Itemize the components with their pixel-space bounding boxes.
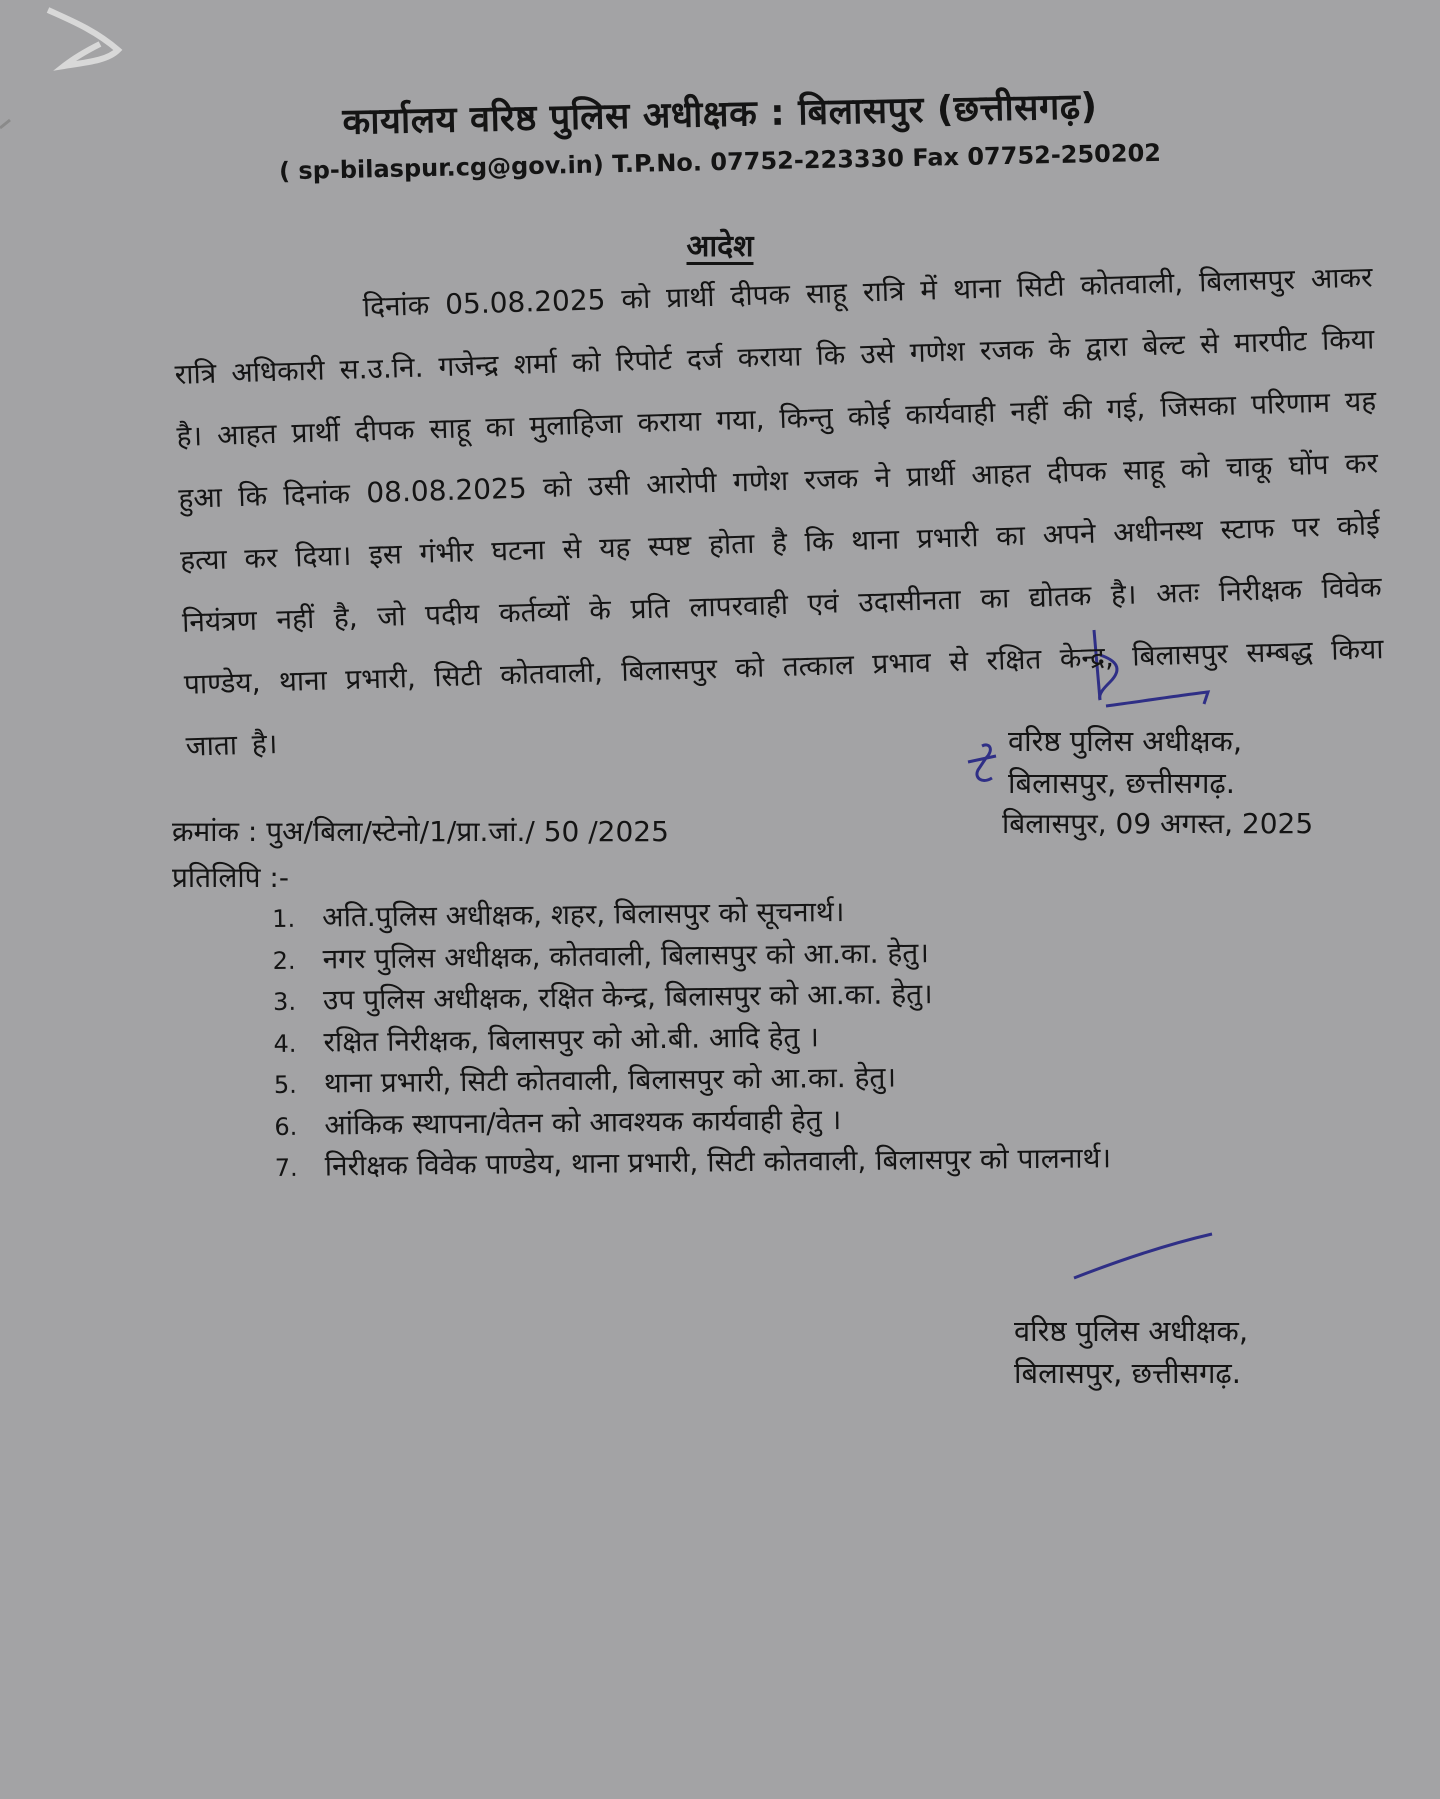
order-heading: आदेश (686, 229, 754, 264)
order-date: बिलासपुर, 09 अगस्त, 2025 (1002, 807, 1314, 840)
order-body-paragraph: दिनांक 05.08.2025 को प्रार्थी दीपक साहू रात्रि में थाना सिटी कोतवाली, बिलासपुर आकर रात्रि अधिकारी स.उ.नि. गजेन्द्र शर्मा को रिपोर्ट दर्ज कराया कि उसे गणेश रजक के द्वारा बेल्ट से मारपीट किया है। आहत प्रार्थी दीपक साहू का मुलाहिजा कराया गया, किन्तु कोई कार्यवाही नहीं की गई, जिसका परिणाम यह हुआ कि दिनांक 08.08.2025 को उसी आरोपी गणेश रजक ने प्रार्थी आहत दीपक साहू को चाकू घोंप कर हत्या कर दिया। इस गंभीर घटना से यह स्पष्ट होता है कि थाना प्रभारी का अपने अधीनस्थ स्टाफ पर कोई नियंत्रण नहीं है, जो पदीय कर्तव्यों के प्रति लापरवाही एवं उदासीनता का द्योतक है। अतः निरीक्षक विवेक पाण्डेय, थाना प्रभारी, सिटी कोतवाली, बिलासपुर को तत्काल प्रभाव से रक्षित केन्द्र, बिलासपुर सम्बद्ध किया जाता है। (174, 260, 1384, 763)
handwritten-signature-2 (1074, 1234, 1212, 1278)
list-item-number: 4. (273, 1029, 297, 1058)
list-item-text: नगर पुलिस अधीक्षक, कोतवाली, बिलासपुर को आ.का. हेतु। (322, 935, 930, 975)
signatory-designation: वरिष्ठ पुलिस अधीक्षक, (1008, 724, 1243, 758)
list-item-number: 2. (272, 946, 296, 975)
list-item-number: 5. (273, 1070, 298, 1099)
signature-block-2 (1014, 1310, 1248, 1394)
list-item-number: 6. (274, 1112, 298, 1141)
list-item-text: निरीक्षक विवेक पाण्डेय, थाना प्रभारी, सिटी कोतवाली, बिलासपुर को पालनार्थ। (324, 1141, 1112, 1183)
office-title: कार्यालय वरिष्ठ पुलिस अधीक्षक : बिलासपुर (छत्तीसगढ़) (342, 86, 1098, 143)
copy-to-label: प्रतिलिपि :- (172, 861, 289, 894)
list-item-text: उप पुलिस अधीक्षक, रक्षित केन्द्र, बिलासपुर को आ.का. हेतु। (322, 977, 933, 1017)
staple-mark (48, 10, 118, 66)
signatory-place: बिलासपुर, छत्तीसगढ़. (1008, 766, 1235, 800)
list-item-text: थाना प्रभारी, सिटी कोतवाली, बिलासपुर को आ.का. हेतु। (323, 1060, 897, 1100)
reference-number: क्रमांक : पुअ/बिला/स्टेनो/1/प्रा.जां./ 50 /2025 (172, 815, 669, 848)
list-item-text: अति.पुलिस अधीक्षक, शहर, बिलासपुर को सूचनार्थ। (322, 895, 845, 934)
list-item-number: 1. (272, 904, 296, 933)
signatory-place: बिलासपुर, छत्तीसगढ़. (1014, 1356, 1241, 1390)
list-item-number: 7. (274, 1153, 298, 1182)
list-item-text: रक्षित निरीक्षक, बिलासपुर को ओ.बी. आदि हेतु । (323, 1019, 820, 1058)
office-contact-line: ( sp-bilaspur.cg@gov.in) T.P.No. 07752-223330 Fax 07752-250202 (278, 138, 1162, 186)
list-item-text: आंकिक स्थापना/वेतन को आवश्यक कार्यवाही हेतु । (324, 1102, 842, 1141)
list-item-number: 3. (272, 987, 297, 1016)
copy-recipient-list (272, 889, 1111, 1188)
list-item (275, 1138, 1112, 1188)
signature-block-1 (1008, 720, 1242, 804)
signatory-designation: वरिष्ठ पुलिस अधीक्षक, (1014, 1314, 1249, 1348)
